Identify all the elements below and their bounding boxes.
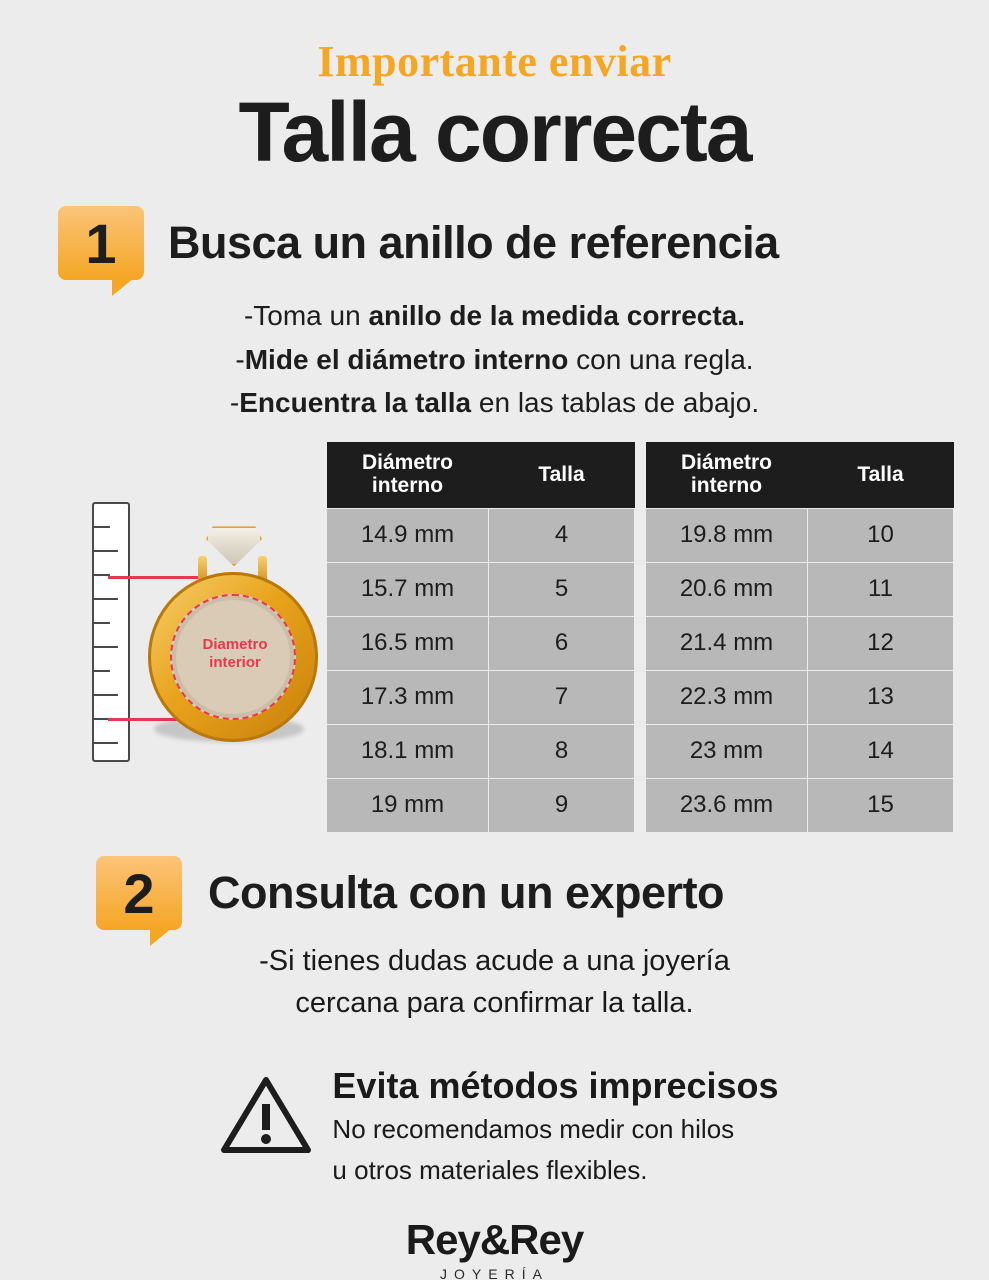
cell-size: 12 <box>808 616 954 670</box>
table-row <box>327 562 635 616</box>
cell-diameter: 23 mm <box>646 724 808 778</box>
brand-logo <box>0 1216 989 1280</box>
size-table-left <box>326 442 635 832</box>
table-header-row <box>327 442 635 508</box>
cell-size: 9 <box>489 778 635 832</box>
cell-size: 6 <box>489 616 635 670</box>
cell-size: 10 <box>808 508 954 562</box>
cell-size: 8 <box>489 724 635 778</box>
bullet-item <box>0 338 989 381</box>
bullet-strong: Encuentra la talla <box>239 386 472 418</box>
cell-size: 11 <box>808 562 954 616</box>
table-row <box>646 778 954 832</box>
table-row <box>327 508 635 562</box>
cell-diameter: 17.3 mm <box>327 670 489 724</box>
table-row <box>646 670 954 724</box>
step-2-line-2: cercana para confirmar la talla. <box>295 987 694 1020</box>
table-row <box>327 616 635 670</box>
cell-size: 5 <box>489 562 635 616</box>
warning-section <box>0 1066 989 1188</box>
cell-diameter: 15.7 mm <box>327 562 489 616</box>
size-table-right <box>645 442 954 832</box>
cell-diameter: 14.9 mm <box>327 508 489 562</box>
step-2-line-1: -Si tienes dudas acude a una joyería <box>259 945 730 978</box>
page-title: Talla correcta <box>238 85 751 179</box>
cell-size: 14 <box>808 724 954 778</box>
step-1-row <box>0 206 989 280</box>
warning-line-2: u otros materiales flexibles. <box>332 1155 648 1186</box>
table-row <box>646 616 954 670</box>
cell-diameter: 20.6 mm <box>646 562 808 616</box>
step-2-text <box>0 940 989 1024</box>
measurement-section <box>0 442 989 842</box>
bullet-item <box>0 381 989 424</box>
header-diameter: Diámetro interno <box>646 442 808 508</box>
cell-diameter: 23.6 mm <box>646 778 808 832</box>
brand-subtitle: JOYERÍA <box>440 1266 549 1280</box>
bullet-strong: anillo de la medida correcta. <box>368 300 746 332</box>
table-row <box>646 508 954 562</box>
diameter-label-line1: Diametro <box>202 636 268 654</box>
header-size: Talla <box>489 442 635 508</box>
table-row <box>327 724 635 778</box>
cell-size: 13 <box>808 670 954 724</box>
ring-inner-diameter <box>170 594 296 720</box>
bullet-suffix: con una regla. <box>568 343 754 375</box>
warning-line-1: No recomendamos medir con hilos <box>332 1114 735 1145</box>
cell-diameter: 18.1 mm <box>327 724 489 778</box>
page-header <box>0 0 989 179</box>
step-1-heading: Busca un anillo de referencia <box>168 217 779 269</box>
header-diameter: Diámetro interno <box>327 442 489 508</box>
cell-size: 15 <box>808 778 954 832</box>
bullet-prefix: - <box>235 343 245 375</box>
bullet-item <box>0 294 989 337</box>
step-1-bullets <box>0 294 989 424</box>
diameter-label-line2: interior <box>209 653 261 671</box>
warning-text <box>332 1066 778 1188</box>
size-tables <box>326 442 954 832</box>
cell-diameter: 21.4 mm <box>646 616 808 670</box>
cell-diameter: 22.3 mm <box>646 670 808 724</box>
header-size: Talla <box>808 442 954 508</box>
bullet-strong: Mide el diámetro interno <box>244 343 569 375</box>
step-2-badge: 2 <box>96 856 182 930</box>
cell-size: 7 <box>489 670 635 724</box>
diameter-label <box>172 636 298 671</box>
ring-band <box>148 572 318 742</box>
bullet-prefix: - <box>229 386 240 418</box>
warning-triangle-icon <box>220 1074 312 1161</box>
cell-diameter: 19.8 mm <box>646 508 808 562</box>
step-2-row <box>0 856 989 930</box>
cell-diameter: 16.5 mm <box>327 616 489 670</box>
step-2-heading: Consulta con un experto <box>208 867 725 919</box>
brand-name: Rey&Rey <box>405 1216 584 1264</box>
cell-diameter: 19 mm <box>327 778 489 832</box>
header-kicker: Importante enviar <box>317 37 672 86</box>
ring-measure-illustration <box>78 502 328 792</box>
ring-illustration <box>130 520 326 770</box>
table-row <box>646 724 954 778</box>
cell-size: 4 <box>489 508 635 562</box>
bullet-prefix: -Toma un <box>243 300 369 332</box>
warning-title: Evita métodos imprecisos <box>332 1065 779 1107</box>
bullet-suffix: en las tablas de abajo. <box>471 386 760 418</box>
table-row <box>646 562 954 616</box>
table-row <box>327 778 635 832</box>
diamond-icon <box>206 526 262 566</box>
table-header-row <box>646 442 954 508</box>
ruler-icon <box>92 502 130 762</box>
step-1-badge: 1 <box>58 206 144 280</box>
table-row <box>327 670 635 724</box>
